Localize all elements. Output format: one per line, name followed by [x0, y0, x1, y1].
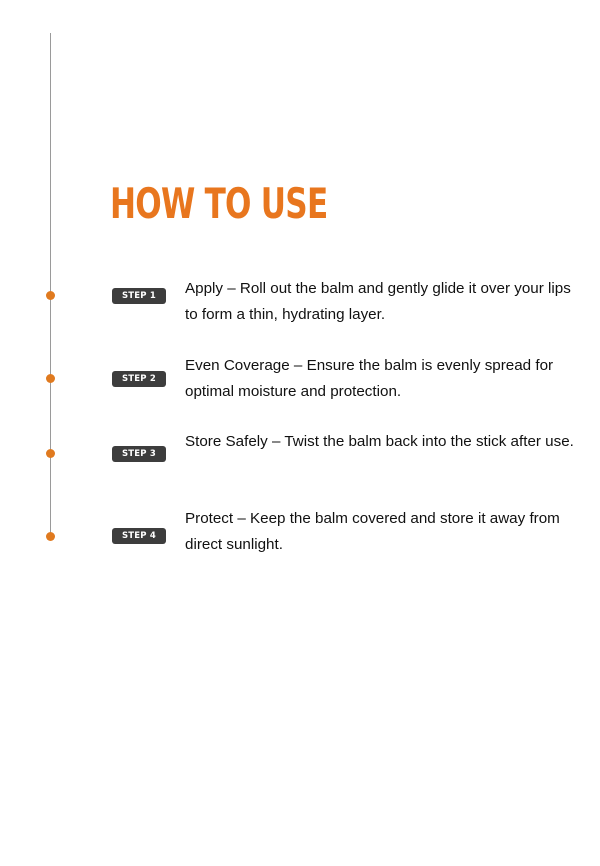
step-4-text: Protect – Keep the balm covered and store it away from direct sunlight. — [185, 510, 560, 553]
step-3-text: Store Safely – Twist the balm back into the stick after use. — [185, 433, 574, 450]
step-4-badge: STEP 4 — [112, 528, 166, 544]
timeline-dot-step-4 — [46, 532, 55, 541]
step-3-badge: STEP 3 — [112, 446, 166, 462]
timeline-dot-step-2 — [46, 374, 55, 383]
timeline-line — [50, 33, 51, 538]
step-1-badge: STEP 1 — [112, 288, 166, 304]
page-title: HOW TO USE — [110, 179, 328, 228]
step-2-badge: STEP 2 — [112, 371, 166, 387]
timeline-dot-step-1 — [46, 291, 55, 300]
step-2-text: Even Coverage – Ensure the balm is evenly spread for optimal moisture and protection. — [185, 357, 554, 400]
timeline-dot-step-3 — [46, 449, 55, 458]
step-1-text: Apply – Roll out the balm and gently glide it over your lips to form a thin, hydrating layer. — [185, 280, 571, 323]
